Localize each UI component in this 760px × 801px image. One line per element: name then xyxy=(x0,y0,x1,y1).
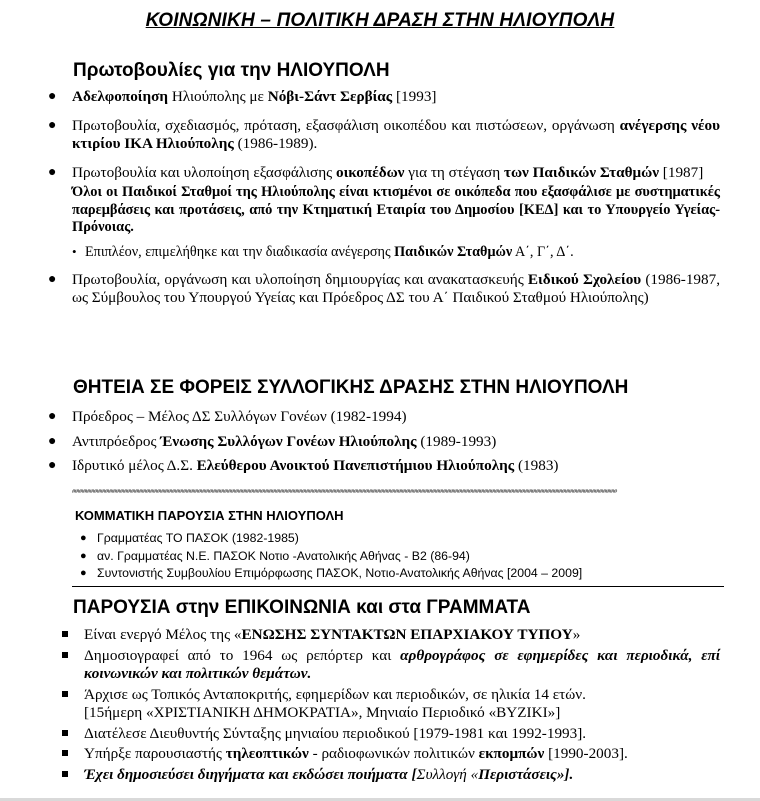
item-bold-text: Ειδικού Σχολείου xyxy=(527,270,642,288)
item-italic-text: Συλλογή « xyxy=(416,765,479,783)
initiatives-list xyxy=(48,88,721,308)
list-item xyxy=(48,88,720,107)
item-text: για τη στέγαση xyxy=(404,163,504,181)
bullet-icon: ● xyxy=(80,532,87,544)
list-item xyxy=(84,725,720,744)
item-text: Επιπλέον, επιμελήθηκε και την διαδικασία ανέγερσης xyxy=(85,243,395,260)
item-text: [1993] xyxy=(392,88,437,105)
item-bold-italic-text: αρθρογράφος σε εφημερίδες και περιοδικά, επί κοινωνικών και πολιτικών θεμάτων. xyxy=(84,646,720,682)
list-item xyxy=(48,116,721,154)
section-heading-communication: ΠΑΡΟΥΣΙΑ στην ΕΠΙΚΟΙΝΩΝΙΑ και στα ΓΡΑΜΜΑΤΑ xyxy=(73,597,531,618)
list-item xyxy=(84,647,720,684)
list-item xyxy=(80,530,717,548)
item-text: (1986-1987, ως Σύμβουλος του Υπουργού Υγείας και Πρόεδρος ΔΣ του Α΄ Παιδικού Σταθμού Ηλιούπολης) xyxy=(72,270,720,306)
list-item xyxy=(48,270,720,308)
item-text: Αντιπρόεδρος xyxy=(72,432,161,450)
square-bullet-icon xyxy=(62,730,68,736)
item-text: Ηλιούπολης με xyxy=(168,88,268,105)
item-bold-text: Νόβι-Σάντ Σερβίας xyxy=(267,88,393,105)
list-item xyxy=(84,686,720,723)
list-item xyxy=(48,457,720,476)
item-text: » xyxy=(572,626,581,643)
section-heading-party-presence: ΚΟΜΜΑΤΙΚΗ ΠΑΡΟΥΣΙΑ ΣΤΗΝ ΗΛΙΟΥΠΟΛΗ xyxy=(75,508,344,523)
item-text: αν. Γραμματέας Ν.Ε. ΠΑΣΟΚ Νοτιο -Ανατολικής Αθήνας - Β2 (86-94) xyxy=(97,548,470,563)
bullet-icon: ● xyxy=(48,117,57,133)
item-bold-text: των Παιδικών Σταθμών xyxy=(503,163,659,181)
item-text: [15ήμερη «ΧΡΙΣΤΙΑΝΙΚΗ ΔΗΜΟΚΡΑΤΙΑ», Μηνιαίο Περιοδικό «ΒΥΖΙΚΙ»] xyxy=(84,704,561,721)
item-text: - ραδιοφωνικών πολιτικών xyxy=(308,745,479,762)
list-item xyxy=(80,565,717,583)
list-item xyxy=(84,626,720,645)
page-title: ΚΟΙΝΩΝΙΚΗ – ΠΟΛΙΤΙΚΗ ΔΡΑΣΗ ΣΤΗΝ ΗΛΙΟΥΠΟΛΗ xyxy=(145,10,615,31)
sub-list-item xyxy=(72,243,720,261)
list-item xyxy=(48,163,720,261)
item-text: Άρχισε ως Τοπικός Ανταποκριτής, εφημερίδων και περιοδικών, σε ηλικία 14 ετών. xyxy=(84,685,586,703)
item-text: (1983) xyxy=(514,457,559,474)
bullet-icon: ● xyxy=(80,549,87,562)
square-bullet-icon xyxy=(62,631,68,637)
list-item xyxy=(48,408,720,427)
bullet-icon: ● xyxy=(48,458,57,473)
bullet-icon: ● xyxy=(48,433,57,449)
bullet-icon: • xyxy=(72,243,77,259)
item-text: (1989-1993) xyxy=(416,432,497,450)
section-heading-collective-action: ΘΗΤΕΙΑ ΣΕ ΦΟΡΕΙΣ ΣΥΛΛΟΓΙΚΗΣ ΔΡΑΣΗΣ ΣΤΗΝ ΗΛΙΟΥΠΟΛΗ xyxy=(73,377,629,398)
item-text: Πρωτοβουλία και υλοποίηση εξασφάλισης xyxy=(72,163,336,181)
hash-separator: ####################################################################################################################################################################################################### xyxy=(72,489,617,495)
item-text: Πρωτοβουλία, οργάνωση και υλοποίηση δημιουργίας και ανακατασκευής xyxy=(72,270,528,288)
item-bold-text: Ελεύθερου Ανοικτού Πανεπιστήμιου Ηλιούπολης xyxy=(196,457,515,474)
communication-list xyxy=(84,626,720,784)
list-item xyxy=(84,766,720,785)
square-bullet-icon xyxy=(62,750,68,756)
item-text: Ιδρυτικό μέλος Δ.Σ. xyxy=(72,457,197,474)
item-bold-text: οικοπέδων xyxy=(336,163,405,181)
item-bold-italic-text: Περιστάσεις xyxy=(478,765,557,783)
bullet-icon: ● xyxy=(80,567,87,579)
square-bullet-icon xyxy=(62,691,68,697)
item-text: (1986-1989). xyxy=(233,135,318,152)
bullet-icon: ● xyxy=(48,164,57,180)
section-heading-initiatives: Πρωτοβουλίες για την ΗΛΙΟΥΠΟΛΗ xyxy=(73,60,390,81)
divider-line xyxy=(72,586,724,587)
item-bold-text: ανέγερσης νέου κτιρίου ΙΚΑ Ηλιούπολης xyxy=(72,116,721,152)
item-text: Πρόεδρος – Μέλος ΔΣ Συλλόγων Γονέων (1982-1994) xyxy=(72,408,407,425)
item-text: Α΄, Γ΄, Δ΄. xyxy=(512,243,574,260)
item-text: [1990-2003]. xyxy=(544,745,628,762)
item-text: Συντονιστής Συμβουλίου Επιμόρφωσης ΠΑΣΟΚ, Νοτιο-Ανατολικής Αθήνας [2004 – 2009] xyxy=(97,566,583,580)
item-text: [1987] xyxy=(659,163,704,181)
list-item xyxy=(48,432,720,452)
bullet-icon: ● xyxy=(48,89,57,104)
item-text: Πρωτοβουλία, σχεδιασμός, πρόταση, εξασφάλιση οικοπέδου και πιστώσεων, οργάνωση xyxy=(72,116,620,134)
item-text: Γραμματέας ΤΟ ΠΑΣΟΚ (1982-1985) xyxy=(97,531,299,545)
note-paragraph: Όλοι οι Παιδικοί Σταθμοί της Ηλιούπολης είναι κτισμένοι σε οικόπεδα που εξασφάλισε με συστηματικές παρεμβάσεις και προτάσεις, από την Κτηματική Εταιρία του Δημοσίου [ΚΕΔ] και το Υπουργείο Υγείας-Πρόνοιας. xyxy=(72,184,720,235)
list-item xyxy=(80,548,717,566)
item-bold-text: ΕΝΩΣΗΣ ΣΥΝΤΑΚΤΩΝ ΕΠΑΡΧΙΑΚΟΥ ΤΥΠΟΥ xyxy=(241,626,573,643)
item-text: Υπήρξε παρουσιαστής xyxy=(84,745,226,762)
item-bold-italic-text: »]. xyxy=(556,765,574,783)
square-bullet-icon xyxy=(62,652,68,658)
item-bold-italic-text: Έχει δημοσιεύσει διηγήματα και εκδώσει ποιήματα [ xyxy=(84,765,417,783)
item-bold-text: εκπομπών xyxy=(478,745,545,762)
item-bold-text: Αδελφοποίηση xyxy=(72,88,169,105)
item-bold-text: τηλεοπτικών xyxy=(225,745,309,762)
bullet-icon: ● xyxy=(48,271,57,287)
collective-action-list xyxy=(48,408,720,476)
square-bullet-icon xyxy=(62,771,68,777)
party-presence-list xyxy=(80,530,717,583)
item-bold-text: Παιδικών Σταθμών xyxy=(394,243,513,260)
item-text: Είναι ενεργό Μέλος της « xyxy=(84,626,242,643)
item-bold-text: Ένωσης Συλλόγων Γονέων Ηλιούπολης xyxy=(160,432,417,450)
item-text: Διατέλεσε Διευθυντής Σύνταξης μηνιαίου περιοδικού [1979-1981 και 1992-1993]. xyxy=(84,724,587,742)
item-text: Δημοσιογραφεί από το 1964 ως ρεπόρτερ και xyxy=(84,646,401,664)
list-item xyxy=(84,745,720,764)
bullet-icon: ● xyxy=(48,409,57,424)
